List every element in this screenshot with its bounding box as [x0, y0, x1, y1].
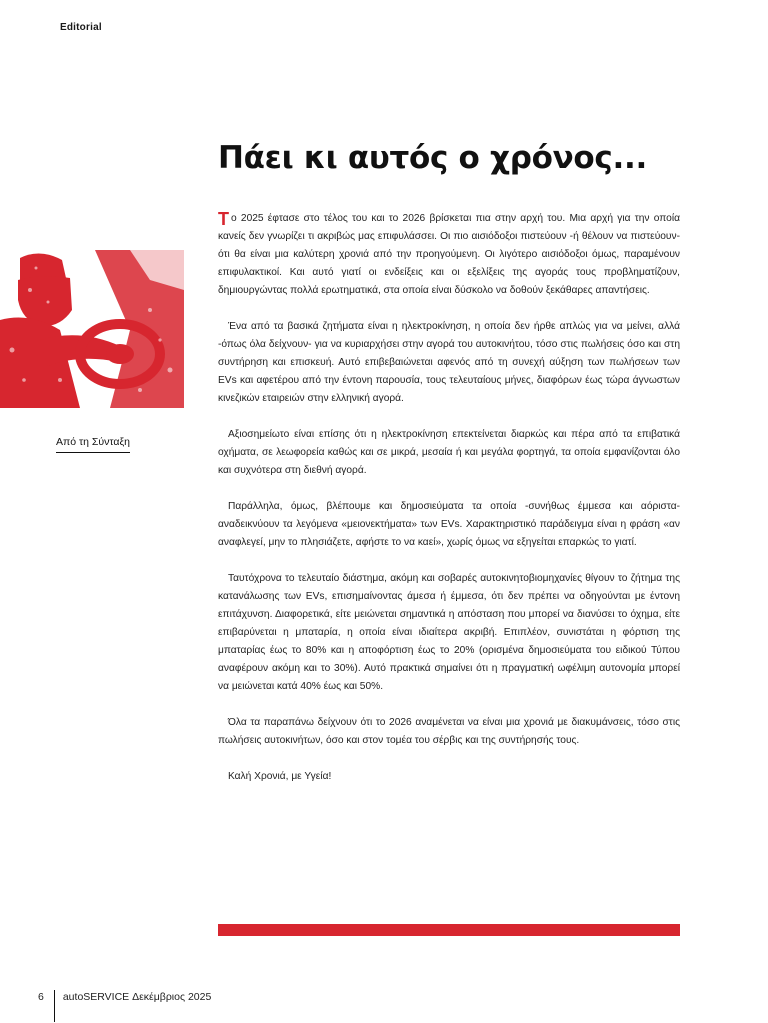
closing-paragraph: Καλή Χρονιά, με Υγεία! — [228, 771, 332, 782]
body-paragraph: Αξιοσημείωτο είναι επίσης ότι η ηλεκτροκίνηση επεκτείνεται διαρκώς και πέρα από τα επιβατικά οχήματα, σε λεωφορεία καθώς και σε μικρά, μεσαία ή και μεγάλα φορτηγά, τα οποία εμφανίζονται όλο και συχνότερα στη διεθνή αγορά. — [218, 429, 680, 476]
page-footer — [38, 990, 211, 1022]
drop-cap: T — [218, 209, 229, 229]
article-body — [218, 210, 680, 804]
body-paragraph: Παράλληλα, όμως, βλέπουμε και δημοσιεύματα τα οποία -συνήθως έμμεσα και αόριστα- αναδεικνύουν τα λεγόμενα «μειονεκτήματα» των EVs. Χαρακτηριστικό παράδειγμα είναι η φράση «αν αναφλεγεί, μην το πλησιάζετε, αφήστε το να καεί», χωρίς όμως να εξηγείται επαρκώς το γιατί. — [218, 501, 680, 548]
page-number: 6 — [38, 991, 44, 1003]
body-paragraph: Ταυτόχρονα το τελευταίο διάστημα, ακόμη και σοβαρές αυτοκινητοβιομηχανίες θίγουν το ζήτημα της κατανάλωσης των EVs, επισημαίνοντας άμεσα ή έμμεσα, ότι δεν πρέπει να οδηγούνται με έντονη επιτάχυνση. Διαφορετικά, είτε μειώνεται σημαντικά η απόσταση που μπορεί να διανύσει το όχημα, είτε επιβαρύνεται η μπαταρία, η οποία είναι ιδιαίτερα ακριβή. Επιπλέον, συνιστάται η φόρτιση της μπαταρίας έως το 80% και η αποφόρτιση έως το 20% (ορισμένα δημοσιεύματα του ειδικού Τύπου αναφέρουν ακόμη και το 30%). Αυτό πρακτικά σημαίνει ότι η πραγματική ωφέλιμη αυτονομία μπορεί να μειώνεται κατά 40% έως και 50%. — [218, 573, 680, 692]
driver-photo — [0, 250, 184, 408]
footer-divider — [54, 990, 55, 1022]
accent-bar — [218, 924, 680, 936]
driver-steering-wheel-illustration — [0, 250, 184, 408]
magazine-issue: autoSERVICE Δεκέμβριος 2025 — [62, 991, 212, 1003]
body-paragraph: Όλα τα παραπάνω δείχνουν ότι το 2026 αναμένεται να είναι μια χρονιά με διακυμάνσεις, τόσο στις πωλήσεις αυτοκινήτων, όσο και στον τομέα του σέρβις και της συντήρησής τους. — [218, 717, 680, 746]
body-paragraph: Ένα από τα βασικά ζητήματα είναι η ηλεκτροκίνηση, η οποία δεν ήρθε απλώς για να μείνει, αλλά -όπως όλα δείχνουν- για να κυριαρχήσει στην αγορά του αυτοκινήτου, τόσο στις πωλήσεις όσο και στη συντήρηση και επισκευή. Αυτό επιβεβαιώνεται αφενός από τη συνεχή αύξηση των πωλήσεων των EVs και αφετέρου από την έντονη παρουσία, τους τελευταίους μήνες, διαφόρων έως τώρα άγνωστων κινεζικών εταιρειών στην ελληνική αγορά. — [218, 321, 680, 404]
lead-text: ο 2025 έφτασε στο τέλος του και το 2026 βρίσκεται πια στην αρχή του. Μια αρχή για την οποία κανείς δεν γνωρίζει τι ακριβώς μας επιφυλάσσει. Οι πιο αισιόδοξοι πιστεύουν -ή θέλουν να πιστεύουν- ότι θα είναι μια καλύτερη χρονιά από την προηγούμενη. Οι λιγότερο αισιόδοξοι όμως, παραμένουν επιφυλακτικοί. Και αυτό γιατί οι ενδείξεις και οι εξελίξεις της αγοράς τους προβληματίζουν, δημιουργώντας πολλά ερωτηματικά, στα οποία είναι δύσκολο να δοθούν ξεκάθαρες απαντήσεις. — [218, 213, 680, 296]
byline: Από τη Σύνταξη — [56, 436, 130, 453]
article-title: Πάει κι αυτός ο χρόνος... — [218, 140, 647, 176]
lead-paragraph — [218, 210, 680, 300]
section-label: Editorial — [60, 22, 102, 33]
